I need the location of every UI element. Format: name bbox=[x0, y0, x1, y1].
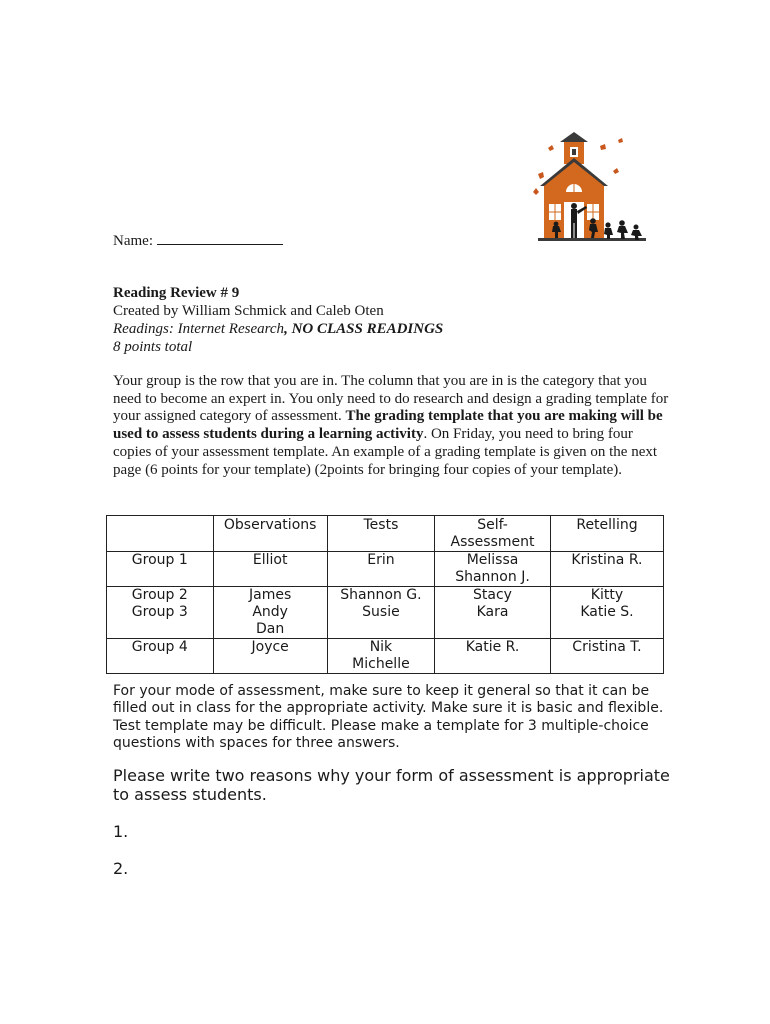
reasons-prompt: Please write two reasons why your form of assessment is appropriate to assess students. bbox=[113, 766, 670, 804]
tests-line-1: Nik bbox=[369, 639, 393, 655]
retelling-cell: Kristina R. bbox=[550, 552, 663, 587]
observations-cell: James bbox=[213, 587, 327, 605]
answer-item-1[interactable]: 1. bbox=[113, 822, 129, 841]
mode-of-assessment-paragraph: For your mode of assessment, make sure to keep it general so that it can be filled out in class for the appropriate activity. Make sure it is basic and flexible. Test template may be difficult. Please make a template for 3 multiple-choice questions with spaces for three answers. bbox=[113, 683, 664, 751]
self-assessment-cell: Katie R. bbox=[435, 639, 551, 674]
schoolhouse-logo-icon bbox=[518, 126, 650, 244]
self-line-2: Shannon J. bbox=[455, 569, 530, 585]
readings-suffix: , NO CLASS READINGS bbox=[284, 321, 444, 337]
group-cell: Group 1 bbox=[107, 552, 214, 587]
table-row bbox=[107, 552, 664, 587]
retelling-cell: Katie S. bbox=[550, 604, 663, 639]
instructions-part-1: Your group is the row that you are in. The column that you are in is the category that you need to become an expert in. You only need to do research and design a grading template for your assigned category of assessment. bbox=[113, 373, 669, 425]
answer-item-2[interactable]: 2. bbox=[113, 859, 129, 878]
column-header-tests: Tests bbox=[327, 516, 434, 552]
instructions-bold: The grading template that you are making will be used to assess students during a learning activity bbox=[113, 408, 663, 443]
table-header-row bbox=[107, 516, 664, 552]
created-by-line: Created by William Schmick and Caleb Oten bbox=[113, 303, 384, 319]
observations-cell: Elliot bbox=[213, 552, 327, 587]
group-cell: Group 2 bbox=[107, 587, 214, 605]
column-header-retelling: Retelling bbox=[550, 516, 663, 552]
name-blank-line[interactable] bbox=[157, 230, 283, 245]
readings-prefix: Readings: Internet Research bbox=[113, 321, 285, 337]
tests-cell: Shannon G. bbox=[327, 587, 434, 605]
self-assessment-cell: Kara bbox=[435, 604, 551, 639]
assignment-header bbox=[113, 284, 443, 356]
group-assignment-table bbox=[106, 515, 664, 674]
column-header-self-assessment bbox=[435, 516, 551, 552]
self-header-line-2: Assessment bbox=[450, 534, 535, 550]
table-row bbox=[107, 604, 664, 639]
instructions-paragraph bbox=[113, 373, 673, 479]
self-assessment-cell bbox=[435, 552, 551, 587]
points-total: 8 points total bbox=[113, 339, 193, 355]
self-line-1: Melissa bbox=[466, 552, 519, 568]
obs-line-1: Andy bbox=[252, 604, 288, 620]
table-row bbox=[107, 587, 664, 605]
name-label: Name: bbox=[113, 233, 153, 249]
instructions-part-2: . On Friday, you need to bring four copies of your assessment template. An example of a grading template is given on the next page (6 points for your template) (2points for bringing four copies of your template). bbox=[113, 426, 658, 478]
table-row bbox=[107, 639, 664, 674]
obs-line-2: Dan bbox=[256, 621, 285, 637]
group-cell: Group 3 bbox=[107, 604, 214, 639]
name-field[interactable] bbox=[113, 230, 283, 250]
self-assessment-cell: Stacy bbox=[435, 587, 551, 605]
retelling-cell: Cristina T. bbox=[550, 639, 663, 674]
observations-cell bbox=[213, 604, 327, 639]
tests-cell bbox=[327, 639, 434, 674]
readings-line bbox=[113, 320, 443, 338]
retelling-cell: Kitty bbox=[550, 587, 663, 605]
tests-line-2: Michelle bbox=[352, 656, 410, 672]
tests-cell: Susie bbox=[327, 604, 434, 639]
self-header-line-1: Self- bbox=[477, 517, 508, 533]
column-header-observations: Observations bbox=[213, 516, 327, 552]
table-header-empty bbox=[107, 516, 214, 552]
assignment-title: Reading Review # 9 bbox=[113, 285, 240, 301]
group-cell: Group 4 bbox=[107, 639, 214, 674]
observations-cell: Joyce bbox=[213, 639, 327, 674]
tests-cell: Erin bbox=[327, 552, 434, 587]
